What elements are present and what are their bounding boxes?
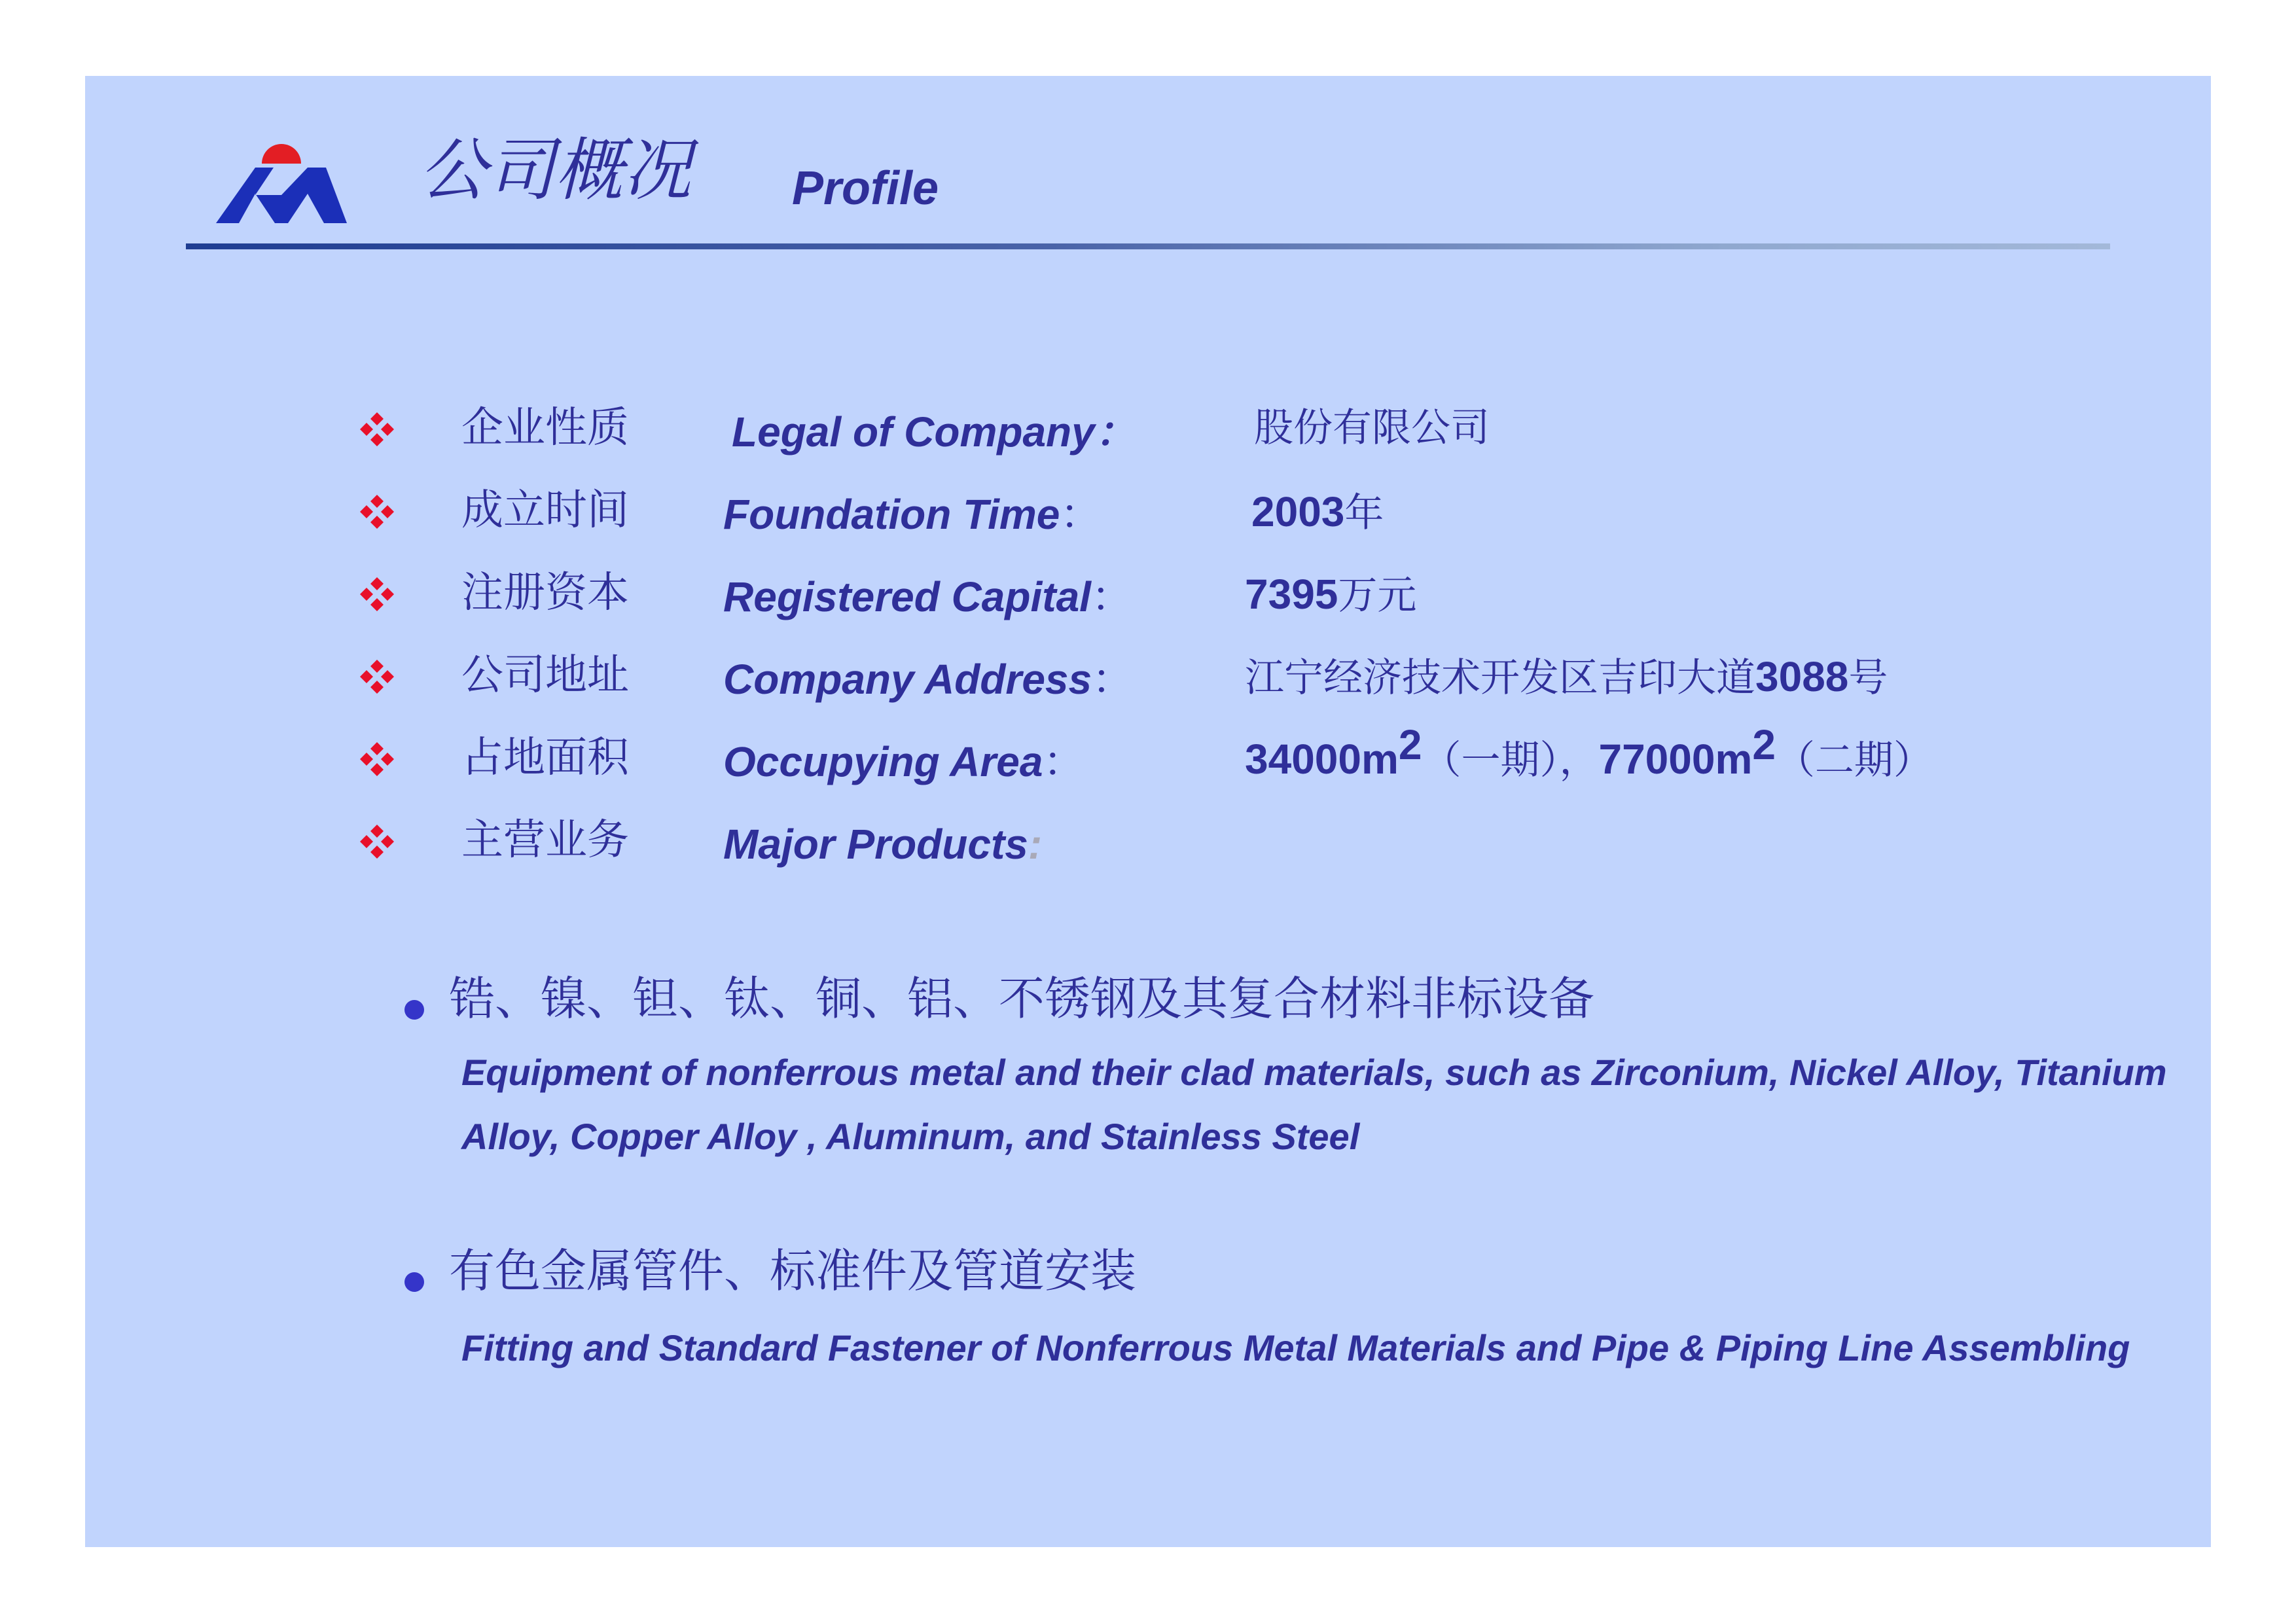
foundation-unit: 年 [1344, 490, 1384, 536]
capital-colon: ： [1090, 573, 1133, 620]
capital-unit: 万元 [1338, 573, 1417, 618]
product-bullet-dot [404, 1000, 424, 1020]
capital-label-text: Registered Capital [723, 573, 1091, 620]
info-row-products [85, 810, 2211, 869]
info-row-capital [85, 563, 2211, 622]
diamond-bullet-icon [359, 411, 395, 448]
area-phase1-num: 34000m [1245, 736, 1399, 783]
address-number: 3088 [1755, 653, 1849, 700]
company-logo-icon [216, 135, 347, 226]
area-phase2-sup: 2 [1752, 721, 1776, 768]
page-title-cn: 公司概况 [419, 130, 692, 210]
products-colon: : [1028, 821, 1043, 868]
foundation-colon: ： [1060, 491, 1102, 538]
address-value [1245, 652, 1888, 702]
area-label-cn: 占地面积 [461, 734, 629, 782]
foundation-value [1251, 487, 1384, 537]
info-row-area [85, 721, 2211, 787]
area-label-en [723, 737, 1085, 787]
address-label-text: Company Address [723, 656, 1092, 703]
product-2-cn: 有色金属管件、标准件及管道安装 [449, 1244, 1136, 1298]
info-row-legal [85, 398, 2211, 457]
area-phase2-num: 77000m [1598, 736, 1753, 783]
area-phase1-sup: 2 [1398, 721, 1422, 768]
address-label-en [723, 654, 1134, 705]
area-label-text: Occupying Area [723, 738, 1043, 785]
products-label-text: Major Products [723, 821, 1028, 868]
legal-label-en: Legal of Company： [732, 408, 1137, 455]
area-phase1-label: （一期）， [1422, 738, 1599, 783]
products-label-en [723, 819, 1042, 870]
product-2-en: Fitting and Standard Fastener of Nonferrous Metal Materials and Pipe & Piping Line Assembling [461, 1327, 2130, 1368]
diamond-bullet-icon [359, 576, 395, 613]
capital-label-cn: 注册资本 [461, 569, 629, 617]
capital-amount: 7395 [1245, 571, 1338, 618]
area-colon: ： [1043, 738, 1085, 785]
diamond-bullet-icon [359, 658, 395, 695]
products-label-cn: 主营业务 [461, 816, 629, 865]
info-row-foundation [85, 480, 2211, 539]
foundation-year: 2003 [1251, 488, 1345, 535]
address-text: 江宁经济技术开发区吉印大道 [1245, 655, 1755, 701]
title-divider [186, 243, 2110, 249]
diamond-bullet-icon [359, 741, 395, 777]
foundation-label-text: Foundation Time [723, 491, 1060, 538]
diamond-bullet-icon [359, 493, 395, 530]
diamond-bullet-icon [359, 823, 395, 860]
product-1-en: Equipment of nonferrous metal and their clad materials, such as Zirconium, Nickel Alloy, Titanium Alloy, Copper Alloy , Aluminum, and Stainless Steel [461, 1052, 2167, 1157]
address-unit: 号 [1848, 655, 1888, 701]
area-phase2-label: （二期） [1775, 738, 1933, 783]
product-1-cn: 锆、镍、钽、钛、铜、铝、不锈钢及其复合材料非标设备 [449, 972, 1594, 1026]
capital-label-en [723, 572, 1133, 622]
slide [85, 76, 2211, 1547]
address-label-cn: 公司地址 [461, 651, 629, 700]
foundation-label-en [723, 490, 1102, 540]
product-bullet-dot [404, 1272, 424, 1292]
address-colon: ： [1092, 656, 1134, 703]
page-title-en: Profile [792, 162, 939, 215]
info-row-address [85, 645, 2211, 704]
legal-label-cn: 企业性质 [461, 404, 629, 452]
area-value [1245, 721, 1933, 785]
legal-value: 股份有限公司 [1254, 405, 1490, 451]
capital-value [1245, 569, 1416, 620]
foundation-label-cn: 成立时间 [461, 486, 629, 535]
